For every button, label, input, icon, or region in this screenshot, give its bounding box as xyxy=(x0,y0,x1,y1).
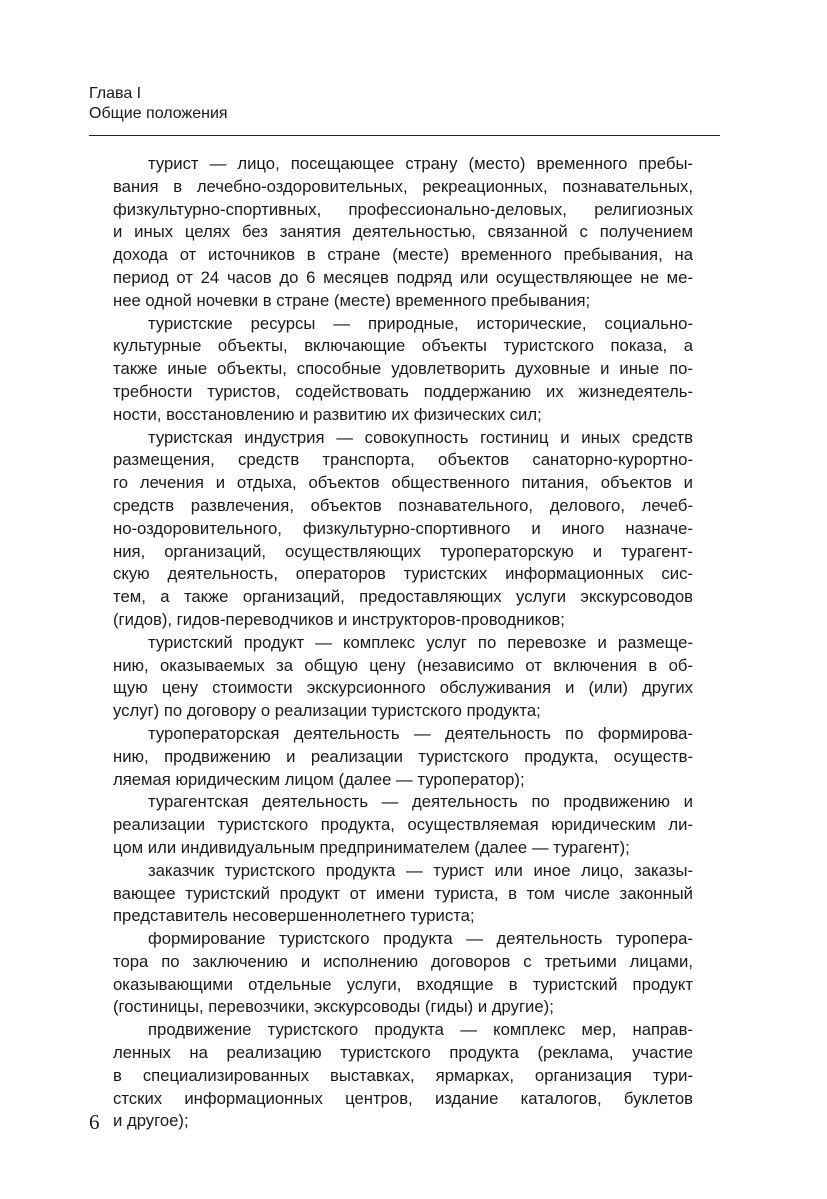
text-line: и другое); xyxy=(113,1111,189,1131)
text-line: представитель несовершеннолетнего туриста; xyxy=(113,906,475,926)
text-line: стских информационных центров, издание каталогов, буклетов xyxy=(113,1088,693,1108)
text-line: ляемая юридическим лицом (далее — туроператор); xyxy=(113,769,525,789)
text-line: физкультурно-спортивных, профессионально-деловых, религиозных xyxy=(113,199,693,219)
header-divider xyxy=(89,135,720,136)
text-line: туроператорская деятельность — деятельность по формирова- xyxy=(148,723,693,743)
text-line: период от 24 часов до 6 месяцев подряд или осуществляющее не ме- xyxy=(113,267,693,287)
text-line: туристские ресурсы — природные, исторические, социально- xyxy=(148,313,693,333)
text-line: ленных на реализацию туристского продукта (реклама, участие xyxy=(113,1043,693,1063)
text-line: культурные объекты, включающие объекты туристского показа, а xyxy=(113,336,693,356)
body-text xyxy=(113,153,693,1133)
text-line: требности туристов, содействовать поддержанию их жизнедеятель- xyxy=(113,381,693,401)
text-line: (гидов), гидов-переводчиков и инструкторов-проводников; xyxy=(113,609,565,629)
text-line: но-оздоровительного, физкультурно-спортивного и иного назначе- xyxy=(113,518,693,538)
text-line: продвижение туристского продукта — комплекс мер, направ- xyxy=(148,1020,693,1040)
text-line: скую деятельность, операторов туристских информационных сис- xyxy=(113,564,693,584)
running-head xyxy=(89,84,228,124)
text-line: формирование туристского продукта — деятельность туропера- xyxy=(148,929,693,949)
paragraph xyxy=(113,632,693,723)
text-line: тем, а также организаций, предоставляющих услуги экскурсоводов xyxy=(113,587,693,607)
page-number: 6 xyxy=(89,1110,100,1134)
text-line: туристская индустрия — совокупность гостиниц и иных средств xyxy=(148,427,693,447)
text-line: вания в лечебно-оздоровительных, рекреационных, познавательных, xyxy=(113,176,693,196)
text-line: услуг) по договору о реализации туристского продукта; xyxy=(113,701,541,721)
paragraph xyxy=(113,1019,693,1133)
text-line: нее одной ночевки в стране (месте) временного пребывания; xyxy=(113,290,591,310)
text-line: размещения, средств транспорта, объектов санаторно-курортно- xyxy=(113,450,693,470)
text-line: дохода от источников в стране (месте) временного пребывания, на xyxy=(113,245,693,265)
chapter-label: Глава I xyxy=(89,85,142,102)
text-line: и иных целях без занятия деятельностью, связанной с получением xyxy=(113,222,693,242)
text-line: заказчик туристского продукта — турист или иное лицо, заказы- xyxy=(148,860,693,880)
text-line: турист — лицо, посещающее страну (место) временного пребы- xyxy=(148,154,693,173)
paragraph xyxy=(113,153,693,313)
paragraph xyxy=(113,313,693,427)
text-line: также иные объекты, способные удовлетворить духовные и иные по- xyxy=(113,359,693,379)
text-line: оказывающими отдельные услуги, входящие в туристский продукт xyxy=(113,974,693,994)
text-line: туристский продукт — комплекс услуг по перевозке и размеще- xyxy=(148,632,693,652)
text-line: щую цену стоимости экскурсионного обслуживания и (или) других xyxy=(113,678,693,698)
text-line: вающее туристский продукт от имени туриста, в том числе законный xyxy=(113,883,693,903)
paragraph xyxy=(113,860,693,928)
section-title: Общие положения xyxy=(89,105,228,122)
text-line: цом или индивидуальным предпринимателем (далее — турагент); xyxy=(113,837,630,857)
text-line: тора по заключению и исполнению договоров с третьими лицами, xyxy=(113,951,693,971)
paragraph xyxy=(113,791,693,859)
text-line: (гостиницы, перевозчики, экскурсоводы (гиды) и другие); xyxy=(113,997,554,1017)
text-line: реализации туристского продукта, осуществляемая юридическим ли- xyxy=(113,815,693,835)
text-line: средств развлечения, объектов познавательного, делового, лечеб- xyxy=(113,495,693,515)
text-line: го лечения и отдыха, объектов общественного питания, объектов и xyxy=(113,473,693,493)
text-line: ности, восстановлению и развитию их физических сил; xyxy=(113,404,542,424)
paragraph xyxy=(113,928,693,1019)
text-line: ния, организаций, осуществляющих туроператорскую и турагент- xyxy=(113,541,693,561)
paragraph xyxy=(113,427,693,632)
text-line: в специализированных выставках, ярмарках, организация тури- xyxy=(113,1065,693,1085)
text-line: нию, продвижению и реализации туристского продукта, осуществ- xyxy=(113,746,693,766)
text-line: турагентская деятельность — деятельность по продвижению и xyxy=(148,792,693,812)
text-line: нию, оказываемых за общую цену (независимо от включения в об- xyxy=(113,655,693,675)
paragraph xyxy=(113,723,693,791)
